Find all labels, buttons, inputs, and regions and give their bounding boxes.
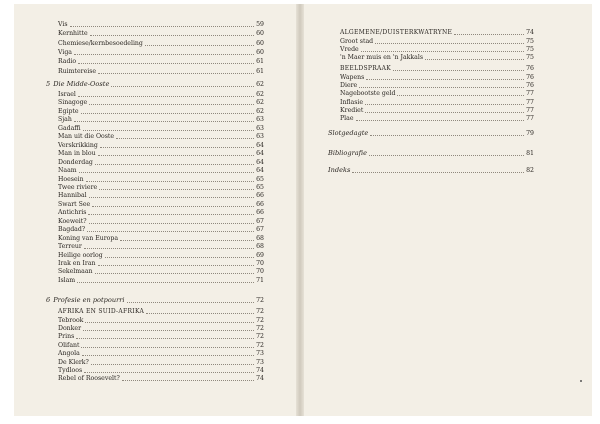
page-number: 61: [256, 67, 264, 75]
entry-label: Man uit die Ooste: [58, 133, 115, 141]
leader-dots: [74, 54, 254, 55]
leader-dots: [454, 34, 524, 35]
leader-dots: [98, 73, 254, 74]
leader-dots: [356, 120, 525, 121]
page-number: 63: [256, 116, 264, 124]
entry-label: Kernhitte: [58, 30, 88, 38]
entry-label: Rebel of Roosevelt?: [58, 375, 120, 383]
entry-label: Antichris: [58, 209, 87, 217]
page-number: 64: [256, 167, 264, 175]
page-number: 74: [526, 29, 534, 36]
page-number: 72: [256, 297, 264, 304]
leader-dots: [369, 155, 524, 156]
page-number: 77: [526, 106, 534, 114]
entry-label: Nagebootste geld: [340, 90, 396, 98]
entry-label: Viga: [58, 48, 72, 56]
leader-dots: [99, 189, 254, 190]
leader-dots: [365, 104, 524, 105]
leader-dots: [397, 95, 524, 96]
leader-dots: [95, 164, 254, 165]
page-number: 60: [256, 30, 264, 38]
entry-label: Tebrook: [58, 316, 84, 324]
entry-label: Diere: [340, 81, 358, 89]
page-number: 72: [256, 324, 264, 332]
entry-label: Egipte: [58, 107, 79, 115]
leader-dots: [82, 355, 254, 356]
entry-label: Hannibal: [58, 192, 87, 200]
page-number: 68: [256, 243, 264, 251]
leader-dots: [127, 302, 254, 303]
leader-dots: [393, 70, 524, 71]
leader-dots: [70, 26, 254, 27]
chapter-number: 6: [46, 296, 51, 304]
toc-entry: [58, 29, 264, 38]
page-number: 72: [256, 341, 264, 349]
page-number: 75: [526, 54, 534, 62]
page-number: 77: [526, 90, 534, 98]
leader-dots: [98, 265, 255, 266]
page-number: 72: [256, 333, 264, 341]
book-gutter: [296, 4, 304, 416]
entry-label: Radio: [58, 58, 77, 66]
entry-label: Plae: [340, 115, 354, 123]
leader-dots: [95, 273, 254, 274]
entry-label: Sekelmaan: [58, 268, 93, 276]
page-number: 72: [256, 308, 264, 315]
entry-label: Verskrikking: [58, 141, 98, 149]
entry-label: Krediet: [340, 106, 364, 114]
leader-dots: [91, 364, 254, 365]
leader-dots: [90, 35, 254, 36]
entry-label: Gadaffi: [58, 124, 81, 132]
leader-dots: [120, 240, 254, 241]
toc-entry: [58, 20, 264, 29]
toc-entry: [58, 57, 264, 66]
page-number: 74: [256, 375, 264, 383]
page-number: 74: [256, 366, 264, 374]
toc-entry: [58, 276, 264, 285]
leader-dots: [85, 322, 254, 323]
page-number: 64: [256, 150, 264, 158]
page-number: 71: [256, 276, 264, 284]
entry-label: Vis: [58, 21, 68, 28]
leader-dots: [84, 372, 254, 373]
entry-label: Twee riviere: [58, 183, 98, 191]
toc-entry: [340, 114, 534, 123]
page-number: 60: [256, 48, 264, 56]
page-number: 77: [526, 98, 534, 106]
entry-label: AFRIKA EN SUID-AFRIKA: [58, 308, 145, 315]
page-number: 65: [256, 175, 264, 183]
leader-dots: [100, 147, 254, 148]
leader-dots: [84, 248, 254, 249]
toc-entry: [340, 53, 534, 62]
leader-dots: [87, 231, 254, 232]
leader-dots: [76, 338, 254, 339]
page-number: 79: [526, 130, 534, 137]
leader-dots: [79, 172, 254, 173]
entry-label: Wapens: [340, 73, 365, 81]
page-number: 70: [256, 268, 264, 276]
entry-label: Terreur: [58, 243, 82, 251]
entry-label: Vrede: [340, 45, 359, 53]
entry-label: Tydloos: [58, 366, 83, 374]
page-number: 76: [526, 81, 534, 89]
entry-label: Die Midde-Ooste: [53, 80, 110, 88]
backmatter-entry: [328, 166, 534, 175]
entry-label: Israel: [58, 91, 76, 98]
entry-label: Koning van Europa: [58, 234, 119, 242]
entry-label: Donderdag: [58, 158, 93, 166]
page-number: 62: [256, 107, 264, 115]
page-number: 61: [256, 58, 264, 66]
leader-dots: [105, 257, 254, 258]
page-number: 63: [256, 124, 264, 132]
page-number: 62: [256, 91, 264, 98]
leader-dots: [98, 155, 254, 156]
entry-label: Groot stad: [340, 37, 374, 45]
entry-label: Hoesein: [58, 175, 84, 183]
entry-label: Swart See: [58, 200, 91, 208]
page-number: 66: [256, 209, 264, 217]
entry-label: Sinagoge: [58, 99, 88, 107]
leader-dots: [352, 172, 524, 173]
chapter-heading: [46, 296, 264, 305]
leader-dots: [366, 79, 524, 80]
page-number: 65: [256, 183, 264, 191]
entry-label: Profesie en potpourri: [53, 296, 125, 304]
page-number: 67: [256, 226, 264, 234]
page-number: 62: [256, 81, 264, 88]
leader-dots: [89, 223, 254, 224]
entry-label: Angola: [58, 350, 80, 358]
entry-label: Donker: [58, 324, 82, 332]
page-number: 76: [526, 73, 534, 81]
entry-label: ALGEMENE/DUISTERKWATRYNE: [340, 29, 453, 36]
page-number: 73: [256, 358, 264, 366]
page-number: 64: [256, 141, 264, 149]
page-number: 82: [526, 167, 534, 174]
entry-label: Koeweit?: [58, 217, 87, 225]
toc-entry: [58, 39, 264, 48]
chapter-number: 5: [46, 80, 51, 88]
leader-dots: [111, 86, 254, 87]
entry-label: Islam: [58, 276, 76, 284]
entry-label: Inflasie: [340, 98, 364, 106]
page-number: 73: [256, 350, 264, 358]
toc-entry: [58, 48, 264, 57]
entry-label: Bibliografie: [328, 149, 367, 157]
entry-label: Prins: [58, 333, 75, 341]
leader-dots: [365, 112, 524, 113]
leader-dots: [78, 96, 254, 97]
entry-label: 'n Maer muis en 'n Jakkals: [340, 54, 424, 62]
leader-dots: [86, 181, 254, 182]
chapter-heading: [46, 80, 264, 89]
page-number: 62: [256, 99, 264, 107]
leader-dots: [122, 380, 254, 381]
page-number: 70: [256, 260, 264, 267]
page-number: 76: [526, 65, 534, 72]
leader-dots: [359, 87, 524, 88]
entry-label: Olifant: [58, 341, 80, 349]
page-number: 67: [256, 217, 264, 225]
page-number: 77: [526, 115, 534, 123]
leader-dots: [88, 214, 254, 215]
entry-label: Bagdad?: [58, 226, 86, 234]
paper-speck: [580, 380, 582, 382]
backmatter-entry: [328, 129, 534, 138]
leader-dots: [78, 63, 254, 64]
entry-label: Indeks: [328, 166, 351, 174]
leader-dots: [145, 45, 254, 46]
leader-dots: [83, 330, 254, 331]
entry-label: Sjah: [58, 116, 72, 124]
page-number: 75: [526, 45, 534, 53]
backmatter-entry: [328, 149, 534, 158]
page-number: 68: [256, 234, 264, 242]
entry-label: De Klerk?: [58, 358, 89, 366]
entry-label: Man in blou: [58, 150, 96, 158]
page-number: 81: [526, 150, 534, 157]
entry-label: Irak en Iran: [58, 260, 96, 267]
page-number: 59: [256, 21, 264, 28]
page-number: 69: [256, 251, 264, 259]
page-number: 66: [256, 200, 264, 208]
leader-dots: [375, 43, 524, 44]
page-number: 72: [256, 316, 264, 324]
leader-dots: [146, 313, 254, 314]
page-number: 60: [256, 39, 264, 47]
leader-dots: [361, 51, 524, 52]
toc-entry: [58, 374, 264, 383]
entry-label: Ruimtereise: [58, 67, 97, 75]
entry-label: Chemiese/kernbesoedeling: [58, 39, 143, 47]
page-number: 66: [256, 192, 264, 200]
leader-dots: [81, 113, 254, 114]
leader-dots: [74, 121, 254, 122]
entry-label: Heilige oorlog: [58, 251, 103, 259]
leader-dots: [89, 104, 254, 105]
leader-dots: [83, 130, 254, 131]
page-number: 63: [256, 133, 264, 141]
leader-dots: [116, 138, 254, 139]
leader-dots: [81, 347, 254, 348]
toc-entry: [58, 67, 264, 76]
leader-dots: [77, 282, 254, 283]
leader-dots: [89, 197, 254, 198]
page-number: 75: [526, 37, 534, 45]
page-number: 64: [256, 158, 264, 166]
leader-dots: [425, 59, 524, 60]
entry-label: Slotgedagte: [328, 129, 369, 137]
leader-dots: [370, 135, 524, 136]
entry-label: Naam: [58, 167, 77, 175]
entry-label: BEELDSPRAAK: [340, 65, 392, 72]
leader-dots: [92, 206, 254, 207]
